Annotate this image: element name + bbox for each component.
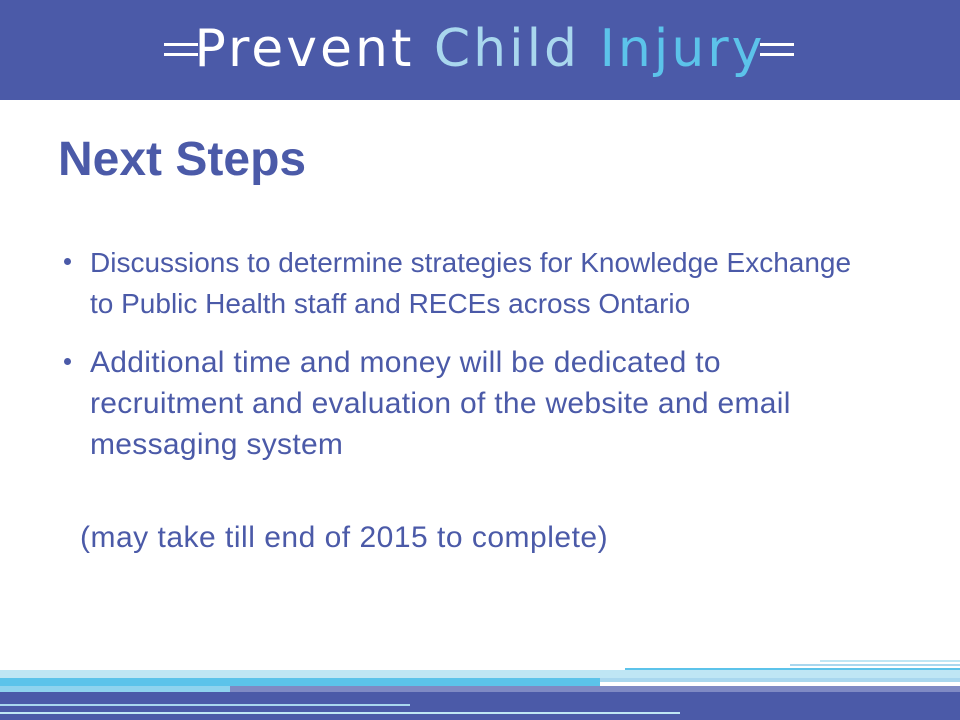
footer-stripe — [0, 712, 680, 714]
bullet-item — [62, 242, 882, 324]
bullet-dot-icon — [64, 258, 71, 265]
logo-word-injury: Injury — [599, 19, 766, 79]
footer-stripe — [790, 664, 960, 666]
footer-stripe — [0, 678, 600, 686]
footer-band — [0, 692, 960, 720]
footer-stripe — [820, 660, 960, 662]
footer-stripe — [0, 686, 230, 692]
logo-text — [0, 14, 960, 84]
footer-stripe — [230, 686, 960, 692]
footer-stripe — [625, 668, 960, 670]
logo-word-prevent: Prevent — [194, 19, 415, 79]
logo — [0, 0, 960, 100]
bullet-dot-icon — [64, 358, 71, 365]
footer-stripe — [0, 670, 960, 678]
bullet-text: Additional time and money will be dedicated to recruitment and evaluation of the website and email messaging system — [90, 346, 791, 461]
footer-decoration — [0, 650, 960, 720]
footer-stripe — [600, 678, 960, 682]
slide-title: Next Steps — [58, 133, 307, 186]
bullet-text: Discussions to determine strategies for Knowledge Exchange to Public Health staff and RECEs across Ontario — [90, 247, 852, 319]
completion-note: (may take till end of 2015 to complete) — [80, 521, 609, 554]
bullet-list — [62, 242, 882, 483]
footer-stripe — [0, 704, 410, 706]
logo-word-child: Child — [433, 19, 581, 79]
bullet-item — [62, 342, 882, 465]
